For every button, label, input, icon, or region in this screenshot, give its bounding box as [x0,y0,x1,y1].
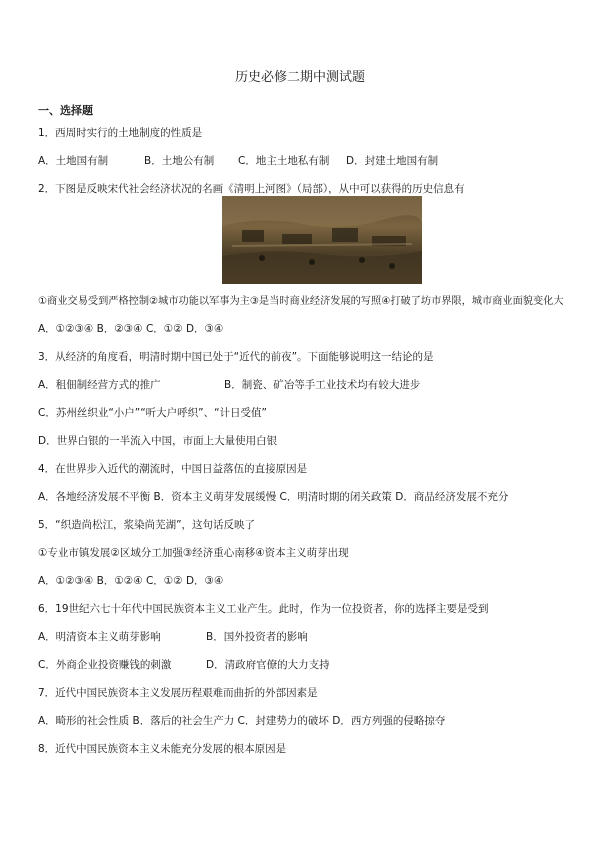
question-1-stem: 1．西周时实行的土地制度的性质是 [38,127,203,139]
question-6-option-a: A．明清资本主义萌芽影响 [38,631,161,643]
question-7-options: A．畸形的社会性质 B．落后的社会生产力 C．封建势力的破坏 D．西方列强的侵略掠夺 [38,715,446,727]
question-2-options: A．①②③④ B．②③④ C．①② D．③④ [38,323,224,335]
question-5-stem: 5．“织造尚松江，浆染尚芜湖”，这句话反映了 [38,519,256,531]
question-7-stem: 7．近代中国民族资本主义发展历程艰难而曲折的外部因素是 [38,687,318,699]
question-5-statements: ①专业市镇发展②区域分工加强③经济重心南移④资本主义萌芽出现 [38,547,349,559]
question-1-option-b: B．土地公有制 [144,155,215,167]
question-1-option-d: D．封建土地国有制 [346,155,439,167]
question-3-option-c: C．苏州丝织业“小户”“听大户呼织”、“计日受值” [38,407,267,419]
question-3-stem: 3．从经济的角度看，明清时期中国已处于“近代的前夜”。下面能够说明这一结论的是 [38,351,434,363]
question-4-options: A．各地经济发展不平衡 B．资本主义萌芽发展缓慢 C．明清时期的闭关政策 D．商品经济发展不充分 [38,491,509,503]
question-3-option-a: A．租佃制经营方式的推广 [38,379,161,391]
question-5-options: A．①②③④ B．①②④ C．①② D．③④ [38,575,224,587]
page-title: 历史必修二期中测试题 [234,70,365,85]
qingming-painting-image [222,196,422,284]
question-3-option-b: B．制瓷、矿冶等手工业技术均有较大进步 [224,379,421,391]
question-1-option-a: A．土地国有制 [38,155,109,167]
question-2-stem: 2．下图是反映宋代社会经济状况的名画《清明上河图》（局部），从中可以获得的历史信息有 [38,183,465,195]
question-1-option-c: C．地主土地私有制 [238,155,330,167]
question-2-statements: ①商业交易受到严格控制②城市功能以军事为主③是当时商业经济发展的写照④打破了坊市界限，城市商业面貌变化大 [38,296,564,307]
question-6-option-d: D．清政府官僚的大力支持 [206,659,330,671]
question-6-option-b: B．国外投资者的影响 [206,631,308,643]
question-6-option-c: C．外商企业投资赚钱的刺激 [38,659,172,671]
question-6-stem: 6．19世纪六七十年代中国民族资本主义工业产生。此时，作为一位投资者，你的选择主要是受到 [38,603,489,615]
question-3-option-d: D．世界白银的一半流入中国，市面上大量使用白银 [38,435,278,447]
section-heading: 一、选择题 [38,104,93,117]
question-4-stem: 4．在世界步入近代的潮流时，中国日益落伍的直接原因是 [38,463,308,475]
question-8-stem: 8．近代中国民族资本主义未能充分发展的根本原因是 [38,743,287,755]
